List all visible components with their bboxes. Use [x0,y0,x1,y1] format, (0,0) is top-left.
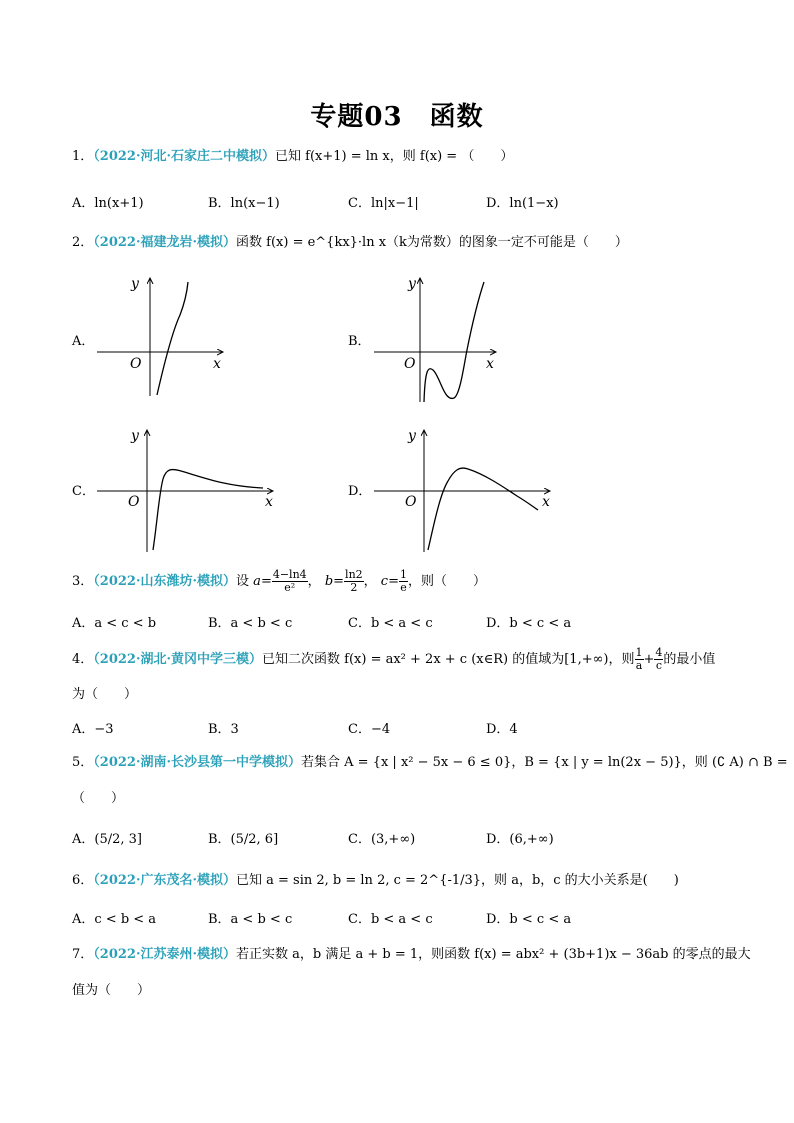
question-stem-prefix: 设 [236,574,250,589]
fraction-1-over-a: $\frac{1}{a}$ [635,646,643,672]
option-a: A．(5/2, 3] [72,832,142,847]
question-stem: 已知 a = sin 2, b = ln 2, c = 2^{-1/3}，则 a，b，c 的大小关系是( ) [236,873,679,888]
fraction-c: $\frac{1}{e}$ [399,568,407,594]
option-d: D．4 [486,722,518,737]
question-4-line2: 为（ ） [72,687,138,702]
y-axis-label: y [408,276,416,292]
question-1 [72,148,513,166]
question-stem: 若正实数 a，b 满足 a + b = 1，则函数 f(x) = abx² + (3b+1)x − 36ab 的零点的最大 [236,947,751,962]
question-source: （2022·福建龙岩·模拟） [93,235,237,250]
question-stem-suffix: ，则（ ） [407,574,486,589]
question-stem: 已知二次函数 f(x) = ax² + 2x + c (x∈R) 的值域为[1,+∞)，则 [262,652,635,667]
question-stem: 函数 f(x) = e^{kx}·ln x（k为常数）的图象一定不可能是（ ） [236,235,628,250]
question-source: （2022·湖北·黄冈中学三模） [93,652,263,667]
question-5 [72,754,788,772]
option-c: C．b < a < c [348,616,433,631]
graph-label-c: C． [72,484,95,499]
x-axis-label: x [265,494,273,510]
question-7-line2: 值为（ ） [72,983,151,998]
question-source: （2022·广东茂名·模拟） [93,873,237,888]
question-number: 5． [72,755,94,770]
graph-label-d: D． [348,484,372,499]
graph-label-a: A． [72,334,95,349]
y-axis-label: y [131,428,139,444]
option-b: B．(5/2, 6] [208,832,279,847]
question-number: 3． [72,574,94,589]
page-title: 专题03 函数 [310,102,484,132]
graph-label-b: B． [348,334,371,349]
question-4: 4．（2022·湖北·黄冈中学三模）已知二次函数 f(x) = ax² + 2x + c (x∈R) 的值域为[1,+∞)，则 $\frac{1}{a}$ + $\frac{4}{c}$ 的最小值 [72,646,716,672]
question-number: 1． [72,149,94,164]
graph-c [95,424,280,554]
x-axis-label: x [486,356,494,372]
option-c: C．b < a < c [348,912,433,927]
graph-a [95,270,230,400]
origin-label: O [128,494,140,510]
question-source: （2022·江苏泰州·模拟） [93,947,237,962]
question-3: 3．（2022·山东潍坊·模拟）设 a= $\frac{4-\ln 4}{\text{e²}}$ ， b= $\frac{\ln 2}{2}$ ， c= $\frac{1}{e}$ ，则（ ） [72,568,486,594]
option-d: D．b < c < a [486,912,572,927]
option-d: D．b < c < a [486,616,572,631]
option-a: A．−3 [72,722,114,737]
option-d: D．ln(1−x) [486,196,559,211]
question-5-line2: （ ） [72,791,125,806]
option-a: A．a < c < b [72,616,157,631]
option-c: C．ln|x−1| [348,196,419,211]
question-source: （2022·湖南·长沙县第一中学模拟） [93,755,302,770]
x-axis-label: x [542,494,550,510]
option-b: B．ln(x−1) [208,196,280,211]
question-2 [72,234,628,252]
question-number: 6． [72,873,94,888]
option-b: B．a < b < c [208,616,293,631]
question-source: （2022·河北·石家庄二中模拟） [93,149,276,164]
question-stem: 若集合 A = {x | x² − 5x − 6 ≤ 0}，B = {x | y = ln(2x − 5)}，则 (∁ A) ∩ B = [301,755,788,770]
option-d: D．(6,+∞) [486,832,554,847]
question-number: 2． [72,235,94,250]
option-b: B．3 [208,722,239,737]
function-curve [424,282,484,402]
fraction-a: $\frac{4-\ln 4}{\text{e²}}$ [272,568,307,594]
graph-d [372,424,557,554]
question-number: 4． [72,652,94,667]
question-number: 7． [72,947,94,962]
question-source: （2022·山东潍坊·模拟） [93,574,237,589]
function-curve [153,470,263,550]
question-stem-tail: 的最小值 [663,652,716,667]
option-b: B．a < b < c [208,912,293,927]
origin-label: O [404,356,416,372]
question-7 [72,946,751,964]
option-a: A．c < b < a [72,912,157,927]
origin-label: O [405,494,417,510]
option-a: A．ln(x+1) [72,196,144,211]
option-c: C．−4 [348,722,391,737]
fraction-b: $\frac{\ln 2}{2}$ [345,568,363,594]
origin-label: O [130,356,142,372]
graph-b [372,270,507,408]
question-stem: 已知 f(x+1) = ln x，则 f(x) = （ ） [275,149,514,164]
fraction-4-over-c: $\frac{4}{c}$ [655,646,663,672]
y-axis-label: y [408,428,416,444]
x-axis-label: x [213,356,221,372]
y-axis-label: y [131,276,139,292]
function-curve [428,468,538,550]
option-c: C．(3,+∞) [348,832,416,847]
function-curve [157,282,188,395]
question-6 [72,872,679,890]
